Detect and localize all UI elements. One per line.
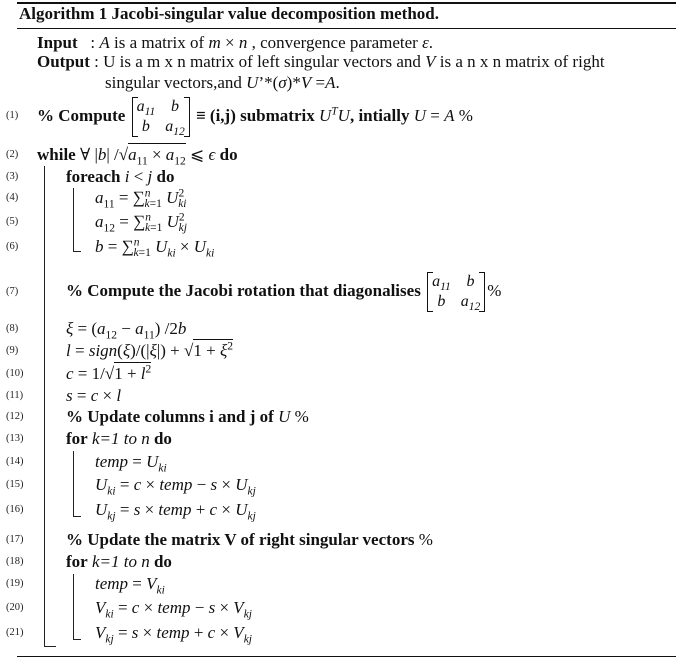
line-12: % Update columns i and j of U % xyxy=(66,407,309,426)
for-body-end-1 xyxy=(73,516,81,517)
foreach-do: do xyxy=(156,167,175,186)
line-17 xyxy=(66,530,433,550)
line-1: % Compute $a_{11}$ b b $a_{12}$ ≡ (i,j) submatrix $U^TU$, intially U = A % xyxy=(37,98,473,139)
line-20: $V_{ki} = c$ × temp − $s \times V_{kj}$ xyxy=(95,598,252,621)
line-17-end: % xyxy=(418,530,433,549)
output-row xyxy=(37,52,605,72)
line-number: (9) xyxy=(6,345,19,356)
for-keyword-1: for xyxy=(66,429,88,448)
line-7-text: % Compute the Jacobi rotation that diagonalises xyxy=(66,281,421,300)
line-number: (8) xyxy=(6,323,19,334)
line-number: (7) xyxy=(6,286,19,297)
line-12-end: % xyxy=(294,407,309,426)
input-row xyxy=(37,33,433,53)
line-18 xyxy=(66,552,172,572)
output-label: Output xyxy=(37,52,90,71)
line-number: (11) xyxy=(6,390,24,401)
foreach-body-end xyxy=(73,251,81,252)
for-body-bar-1 xyxy=(73,451,74,516)
line-6: b = ∑$^n_{k=1}$ $U_{ki} \times U_{ki}$ xyxy=(95,236,215,260)
output-row-2: singular vectors,and U’*(σ)*V =A. xyxy=(105,73,340,92)
line-number: (2) xyxy=(6,149,19,160)
line-number: (6) xyxy=(6,241,19,252)
while-do: do xyxy=(219,145,238,164)
line-15: $U_{ki} = c$ × temp − $s \times U_{kj}$ xyxy=(95,475,256,498)
line-7-end: % xyxy=(487,281,502,300)
for-body-bar-2 xyxy=(73,574,74,639)
line-17-text: % Update the matrix V of right singular vectors xyxy=(66,530,415,549)
line-9: l = sign(ξ)/(|ξ|) + $√1 + \xi^2$ xyxy=(66,340,233,360)
foreach-body-bar xyxy=(73,188,74,251)
line-number: (3) xyxy=(6,171,19,182)
line-number: (10) xyxy=(6,368,24,379)
line-2: while ∀ |b| $/√a_{11} \times a_{12}$ ⩽ ϵ do xyxy=(37,145,238,168)
rotation-matrix: $a_{11}$ b b $a_{12}$ xyxy=(427,272,485,312)
line-number: (18) xyxy=(6,556,24,567)
while-body-end xyxy=(44,646,56,647)
line-5: $a_{12} = \sum^n_{k=1}$ $U^2_{kj}$ xyxy=(95,211,187,235)
line-number: (15) xyxy=(6,479,24,490)
line-10: $c = 1/√1 + l^2$ xyxy=(66,363,152,383)
bottom-rule xyxy=(17,656,676,657)
line-16: $U_{kj} = s$ × temp + $c \times U_{kj}$ xyxy=(95,500,256,523)
input-text: : A is a matrix of m × n , convergence parameter ε. xyxy=(81,33,434,52)
line-1-mid: ≡ (i,j) submatrix xyxy=(195,106,315,125)
line-3: foreach i < j do xyxy=(66,167,175,186)
for-do-2: do xyxy=(153,552,172,571)
line-number: (4) xyxy=(6,192,19,203)
for-do-1: do xyxy=(153,429,172,448)
line-8: $\xi = (a_{12} - a_{11})$ /2b xyxy=(66,319,187,342)
while-body-bar xyxy=(44,166,45,646)
algorithm-title: Algorithm 1 Jacobi-singular value decomposition method. xyxy=(19,4,439,23)
line-number: (14) xyxy=(6,456,24,467)
line-21: $V_{kj} = s$ × temp + $c \times V_{kj}$ xyxy=(95,623,252,646)
line-1-end: , intially xyxy=(349,106,410,125)
line-number: (20) xyxy=(6,602,24,613)
line-number: (5) xyxy=(6,216,19,227)
while-keyword: while xyxy=(37,145,76,164)
line-number: (1) xyxy=(6,110,19,121)
line-number: (19) xyxy=(6,578,24,589)
line-19: temp = $V_{ki}$ xyxy=(95,574,165,597)
line-number: (12) xyxy=(6,411,24,422)
for-range-1: k=1 to n xyxy=(91,429,150,448)
line-1-compute: % Compute xyxy=(37,106,126,125)
foreach-keyword: foreach xyxy=(66,167,121,186)
line-11: s = c × l xyxy=(66,386,122,405)
line-number: (17) xyxy=(6,534,24,545)
title-rule xyxy=(17,28,676,29)
line-12-text: % Update columns i and j of xyxy=(66,407,274,426)
input-label: Input xyxy=(37,33,78,52)
submatrix: $a_{11}$ b b $a_{12}$ xyxy=(132,97,190,137)
line-number: (21) xyxy=(6,627,24,638)
for-keyword-2: for xyxy=(66,552,88,571)
line-number: (13) xyxy=(6,433,24,444)
line-13 xyxy=(66,429,172,449)
for-range-2: k=1 to n xyxy=(91,552,150,571)
line-7 xyxy=(66,268,501,314)
output-text-1: : U is a m x n matrix of left singular vectors and V is a n x n matrix of right xyxy=(94,52,605,71)
line-4: $a_{11} = \sum^n_{k=1}$ $U^2_{ki}$ xyxy=(95,187,187,211)
for-body-end-2 xyxy=(73,639,81,640)
line-number: (16) xyxy=(6,504,24,515)
line-14: temp = $U_{ki}$ xyxy=(95,452,167,475)
